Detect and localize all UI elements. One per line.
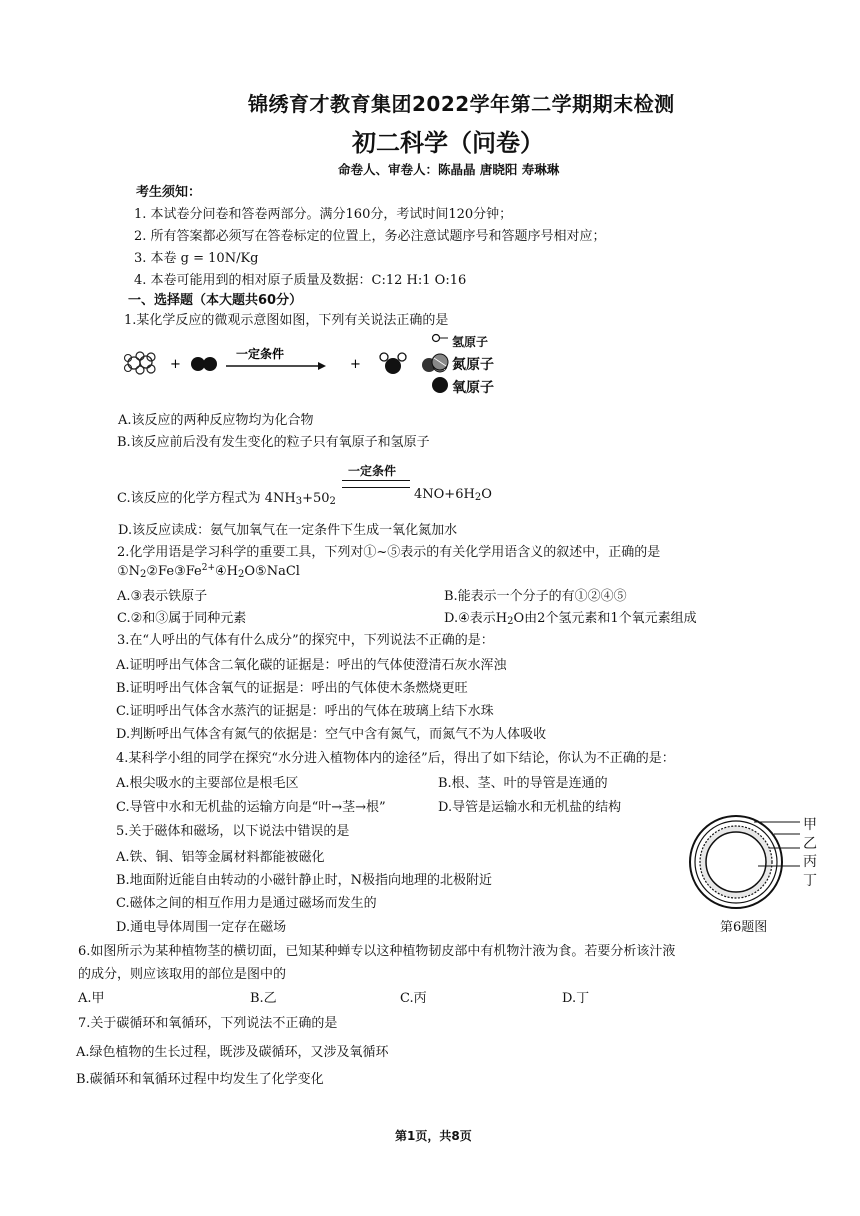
q5-option-a: A.铁、铜、铝等金属材料都能被磁化 — [116, 850, 325, 865]
equation-line-bottom — [342, 487, 410, 488]
q7-stem: 7.关于碳循环和氧循环，下列说法不正确的是 — [78, 1016, 338, 1031]
q1-option-c: C.该反应的化学方程式为 $4NH_3+50_2$ — [117, 491, 336, 507]
q6-option-c: C.丙 — [400, 991, 427, 1006]
q6-option-b: B.乙 — [250, 991, 277, 1006]
ammonia-molecules-icon — [125, 352, 156, 374]
fig6-caption: 第6题图 — [720, 920, 768, 935]
legend-hydrogen-label: 氢原子 — [452, 335, 489, 349]
arrow-condition: 一定条件 — [236, 347, 285, 361]
reaction-diagram — [118, 328, 598, 398]
oxygen-molecule-icon — [191, 357, 217, 371]
q5-option-c: C.磁体之间的相互作用力是通过磁场而发生的 — [116, 896, 377, 911]
q2-option-c: C.②和③属于同种元素 — [117, 611, 247, 626]
q3-stem: 3.在“人呼出的气体有什么成分”的探究中，下列说法不正确的是： — [117, 633, 494, 648]
q4-stem: 4.某科学小组的同学在探究“水分进入植物体内的途径”后，得出了如下结论，你认为不正确的是： — [116, 751, 675, 766]
exam-subtitle: 初二科学（问卷） — [352, 129, 544, 157]
exam-title: 锦绣育才教育集团2022学年第二学期期末检测 — [248, 92, 675, 116]
q2-option-b: B.能表示一个分子的有①②④⑤ — [444, 589, 627, 604]
fig6-label-ding: 丁 — [803, 873, 817, 889]
q3-option-c: C.证明呼出气体含水蒸汽的证据是：呼出的气体在玻璃上结下水珠 — [116, 704, 494, 719]
q2-items: $①N_2②Fe③Fe^{2+}④H_2O⑤NaCl$ — [117, 563, 300, 580]
q3-option-b: B.证明呼出气体含氧气的证据是：呼出的气体使木条燃烧更旺 — [116, 681, 468, 696]
q6-stem-line1: 6.如图所示为某种植物茎的横切面，已知某种蝉专以这种植物韧皮部中有机物汁液为食。若要分析该汁液 — [78, 944, 676, 959]
q6-option-d: D.丁 — [562, 991, 590, 1006]
arrow-head-icon — [318, 362, 326, 370]
stem-cross-section-figure — [682, 812, 802, 912]
q1-option-c-products: $4NO+6H_2O$ — [414, 487, 492, 503]
q1-c-condition: 一定条件 — [348, 464, 397, 478]
equation-line-top — [342, 480, 410, 481]
page-footer: 第1页，共8页 — [395, 1129, 472, 1143]
q5-option-d: D.通电导体周围一定存在磁场 — [116, 920, 287, 935]
legend-oxygen-label: 氧原子 — [452, 380, 494, 396]
hydrogen-atom-icon — [433, 335, 440, 342]
q1-stem: 1.某化学反应的微观示意图如图，下列有关说法正确的是 — [124, 313, 449, 328]
q5-stem: 5.关于磁体和磁场，以下说法中错误的是 — [116, 824, 350, 839]
q4-option-a: A.根尖吸水的主要部位是根毛区 — [116, 776, 299, 791]
q4-option-b: B.根、茎、叶的导管是连通的 — [438, 776, 608, 791]
q6-stem-line2: 的成分，则应该取用的部位是图中的 — [78, 967, 287, 982]
q1-option-d: D.该反应读成：氨气加氧气在一定条件下生成一氧化氮加水 — [118, 523, 458, 538]
q6-option-a: A.甲 — [78, 991, 105, 1006]
plus-sign-1: + — [170, 357, 181, 372]
oxygen-atom-icon — [432, 377, 448, 393]
fig6-label-yi: 乙 — [803, 836, 817, 852]
q7-option-b: B.碳循环和氧循环过程中均发生了化学变化 — [76, 1072, 324, 1087]
q4-option-c: C.导管中水和无机盐的运输方向是“叶→茎→根” — [116, 800, 386, 815]
q5-option-b: B.地面附近能自由转动的小磁针静止时，N极指向地理的北极附近 — [116, 873, 493, 888]
q4-option-d: D.导管是运输水和无机盐的结构 — [438, 800, 622, 815]
q7-option-a: A.绿色植物的生长过程，既涉及碳循环，又涉及氧循环 — [76, 1045, 389, 1060]
q2-stem: 2.化学用语是学习科学的重要工具，下列对①~⑤表示的有关化学用语含义的叙述中，正确的是 — [117, 545, 661, 560]
exam-authors: 命卷人、审卷人：陈晶晶 唐晓阳 寿琳琳 — [338, 162, 560, 177]
q3-option-a: A.证明呼出气体含二氧化碳的证据是：呼出的气体使澄清石灰水浑浊 — [116, 658, 507, 673]
q1-option-b: B.该反应前后没有发生变化的粒子只有氧原子和氢原子 — [117, 435, 430, 450]
plus-sign-2: + — [350, 357, 361, 372]
water-molecule-icon — [380, 353, 406, 374]
q2-option-d: D.④表示$H_2O$由2个氢元素和1个氧元素组成 — [444, 611, 697, 627]
notice-item-1: 1. 本试卷分问卷和答卷两部分。满分160分，考试时间120分钟； — [134, 207, 513, 222]
notice-item-4: 4. 本卷可能用到的相对原子质量及数据：C:12 H:1 O:16 — [134, 273, 467, 288]
legend-nitrogen-label: 氮原子 — [452, 357, 494, 373]
notice-item-2: 2. 所有答案都必须写在答卷标定的位置上，务必注意试题序号和答题序号相对应； — [134, 229, 606, 244]
q3-option-d: D.判断呼出气体含有氮气的依据是：空气中含有氮气，而氮气不为人体吸收 — [116, 727, 547, 742]
fig6-label-jia: 甲 — [803, 817, 817, 833]
section-heading: 一、选择题（本大题共60分） — [128, 293, 303, 308]
q1-option-a: A.该反应的两种反应物均为化合物 — [118, 413, 314, 428]
notice-heading: 考生须知： — [136, 185, 202, 200]
q2-option-a: A.③表示铁原子 — [117, 589, 208, 604]
fig6-label-bing: 丙 — [803, 854, 817, 870]
notice-item-3: 3. 本卷 g = 10N/Kg — [134, 251, 259, 266]
atom-legend-icons — [430, 330, 450, 394]
